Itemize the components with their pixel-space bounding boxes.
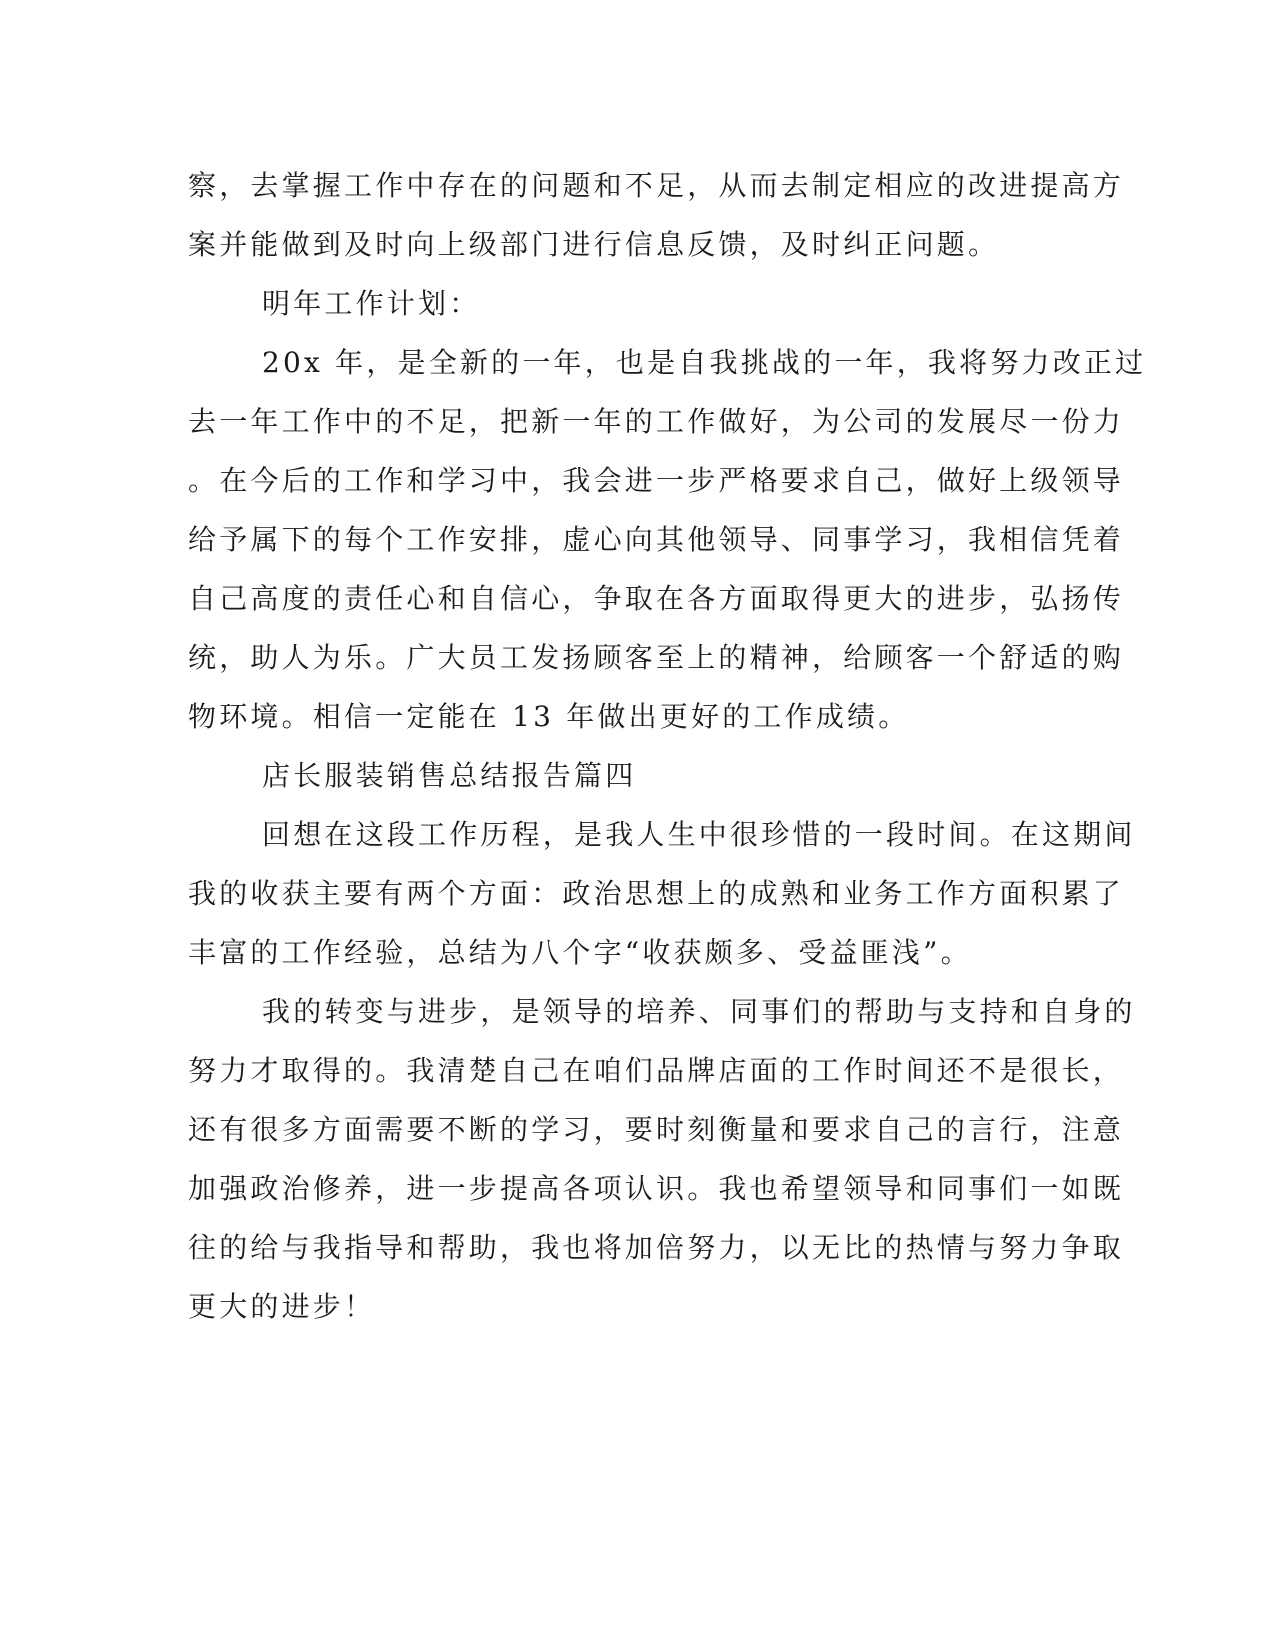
text-line: 往的给与我指导和帮助，我也将加倍努力，以无比的热情与努力争取: [188, 1231, 1125, 1264]
text-line: 加强政治修养，进一步提高各项认识。我也希望领导和同事们一如既: [188, 1172, 1125, 1205]
text-line: 去一年工作中的不足，把新一年的工作做好，为公司的发展尽一份力: [188, 405, 1125, 438]
section-heading: 明年工作计划：: [262, 287, 481, 320]
text-line: 还有很多方面需要不断的学习，要时刻衡量和要求自己的言行，注意: [188, 1113, 1125, 1146]
text-line: 察，去掌握工作中存在的问题和不足，从而去制定相应的改进提高方: [188, 169, 1125, 202]
text-line: 自己高度的责任心和自信心，争取在各方面取得更大的进步，弘扬传: [188, 582, 1125, 615]
text-line: 20x 年，是全新的一年，也是自我挑战的一年，我将努力改正过: [262, 346, 1147, 379]
text-line: 努力才取得的。我清楚自己在咱们品牌店面的工作时间还不是很长，: [188, 1054, 1125, 1087]
section-heading: 店长服装销售总结报告篇四: [262, 759, 637, 792]
text-line: 案并能做到及时向上级部门进行信息反馈，及时纠正问题。: [188, 228, 1000, 261]
text-line: 我的转变与进步，是领导的培养、同事们的帮助与支持和自身的: [262, 995, 1136, 1028]
text-line: 给予属下的每个工作安排，虚心向其他领导、同事学习，我相信凭着: [188, 523, 1125, 556]
text-line: 。在今后的工作和学习中，我会进一步严格要求自己，做好上级领导: [188, 464, 1125, 497]
text-line: 丰富的工作经验，总结为八个字“收获颇多、受益匪浅”。: [188, 936, 972, 969]
text-line: 回想在这段工作历程，是我人生中很珍惜的一段时间。在这期间: [262, 818, 1136, 851]
text-line: 统，助人为乐。广大员工发扬顾客至上的精神，给顾客一个舒适的购: [188, 641, 1125, 674]
text-line: 我的收获主要有两个方面：政治思想上的成熟和业务工作方面积累了: [188, 877, 1125, 910]
text-line: 物环境。相信一定能在 13 年做出更好的工作成绩。: [188, 700, 910, 733]
text-line: 更大的进步！: [188, 1290, 376, 1323]
